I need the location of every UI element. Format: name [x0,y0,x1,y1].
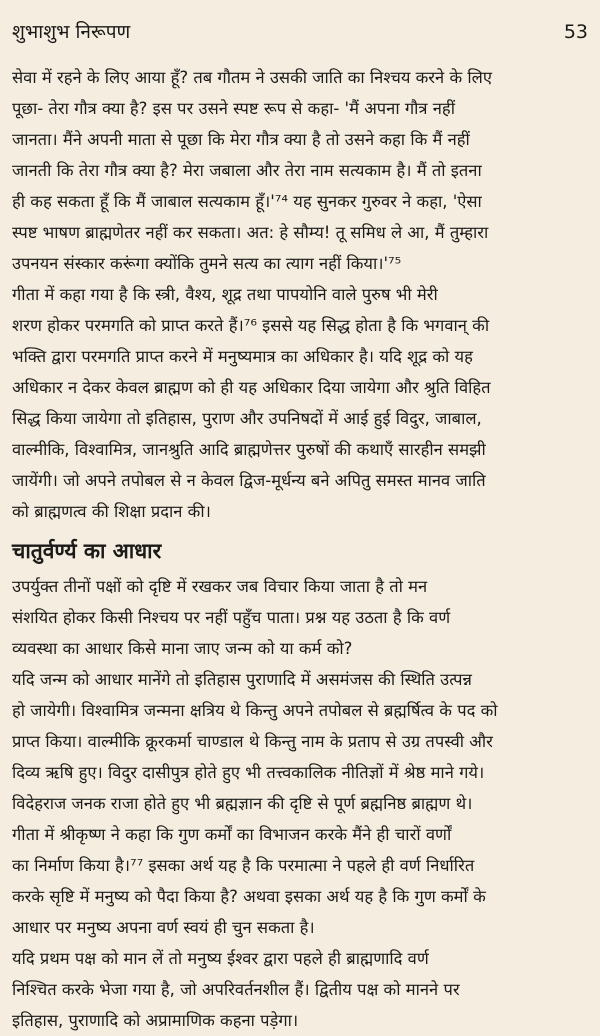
paragraph: सेवा में रहने के लिए आया हूँ? तब गौतम ने उसकी जाति का निश्चय करने के लिए पूछा- तेरा गौत्र क्या है? इस पर उसने स्पष्ट रूप से कहा- 'मैं अपना गौत्र नहीं जानता। मैंने अपनी माता से पूछा कि मेरा गौत्र क्या है तो उसने कहा कि मैं नहीं जानती कि तेरा गौत्र क्या है? मेरा जबाला और तेरा नाम सत्यकाम है। मैं तो इतना ही कह सकता हूँ कि मैं जाबाल सत्यकाम हूँ।'⁷⁴ यह सुनकर गुरुवर ने कहा, 'ऐसा स्पष्ट भाषण ब्राह्मणेतर नहीं कर सकता। अत: हे सौम्य! तू समिध ले आ, मैं तुम्हारा उपनयन संस्कार करूंगा क्योंकि तुमने सत्य का त्याग नहीं किया।'⁷⁵ [12,68,492,273]
paragraph: यदि प्रथम पक्ष को मान लें तो मनुष्य ईश्वर द्वारा पहले ही ब्राह्मणादि वर्ण निश्चित करके भेजा गया है, जो अपरिवर्तनशील हैं। द्वितीय पक्ष को मानने पर इतिहास, पुराणादि को अप्रामाणिक कहना पड़ेगा। [12,949,460,1030]
paragraph: यदि जन्म को आधार मानेंगे तो इतिहास पुराणादि में असमंजस की स्थिति उत्पन्न हो जायेगी। विश्वामित्र जन्मना क्षत्रिय थे किन्तु अपने तपोबल से ब्रह्मर्षित्व के पद को प्राप्त किया। वाल्मीकि क्रूरकर्मा चाण्डाल थे किन्तु नाम के प्रताप से उग्र तपस्वी और दिव्य ऋषि हुए। विदुर दासीपुत्र होते हुए भी तत्त्वकालिक नीतिज्ञों में श्रेष्ठ माने गये। विदेहराज जनक राजा होते हुए भी ब्रह्मज्ञान की दृष्टि से पूर्ण ब्रह्मनिष्ठ ब्राह्मण थे। [12,670,498,813]
paragraph: गीता में श्रीकृष्ण ने कहा कि गुण कर्मों का विभाजन करके मैंने ही चारों वर्णों का निर्माण किया है।⁷⁷ इसका अर्थ यह है कि परमात्मा ने पहले ही वर्ण निर्धारित करके सृष्टि में मनुष्य को पैदा किया है? अथवा इसका अर्थ यह है कि गुण कर्मों के आधार पर मनुष्य अपना वर्ण स्वयं ही चुन सकता है। [12,825,486,937]
running-title: शुभाशुभ निरूपण [12,21,131,43]
paragraph: गीता में कहा गया है कि स्त्री, वैश्य, शूद्र तथा पापयोनि वाले पुरुष भी मेरी शरण होकर परमगति को प्राप्त करते हैं।⁷⁶ इससे यह सिद्ध होता है कि भगवान् की भक्ति द्वारा परमगति प्राप्त करने में मनुष्यमात्र का अधिकार है। यदि शूद्र को यह अधिकार न देकर केवल ब्राह्मण को ही यह अधिकार दिया जायेगा और श्रुति विहित सिद्ध किया जायेगा तो इतिहास, पुराण और उपनिषदों में आई हुई विदुर, जाबाल, वाल्मीकि, विश्वामित्र, जानश्रुति आदि ब्राह्मणेत्तर पुरुषों की कथाएँ सारहीन समझी जायेंगी। जो अपने तपोबल से न केवल द्विज-मूर्धन्य बने अपितु समस्त मानव जाति को ब्राह्मणत्व की शिक्षा प्रदान की। [12,285,491,521]
section-heading: चातुर्वर्ण्य का आधार [12,539,162,563]
page-number: 53 [563,21,588,43]
paragraph: उपर्युक्त तीनों पक्षों को दृष्टि में रखकर जब विचार किया जाता है तो मन संशयित होकर किसी निश्चय पर नहीं पहुँच पाता। प्रश्न यह उठता है कि वर्ण व्यवस्था का आधार किसे माना जाए जन्म को या कर्म को? [12,577,451,658]
page-header [12,18,588,62]
